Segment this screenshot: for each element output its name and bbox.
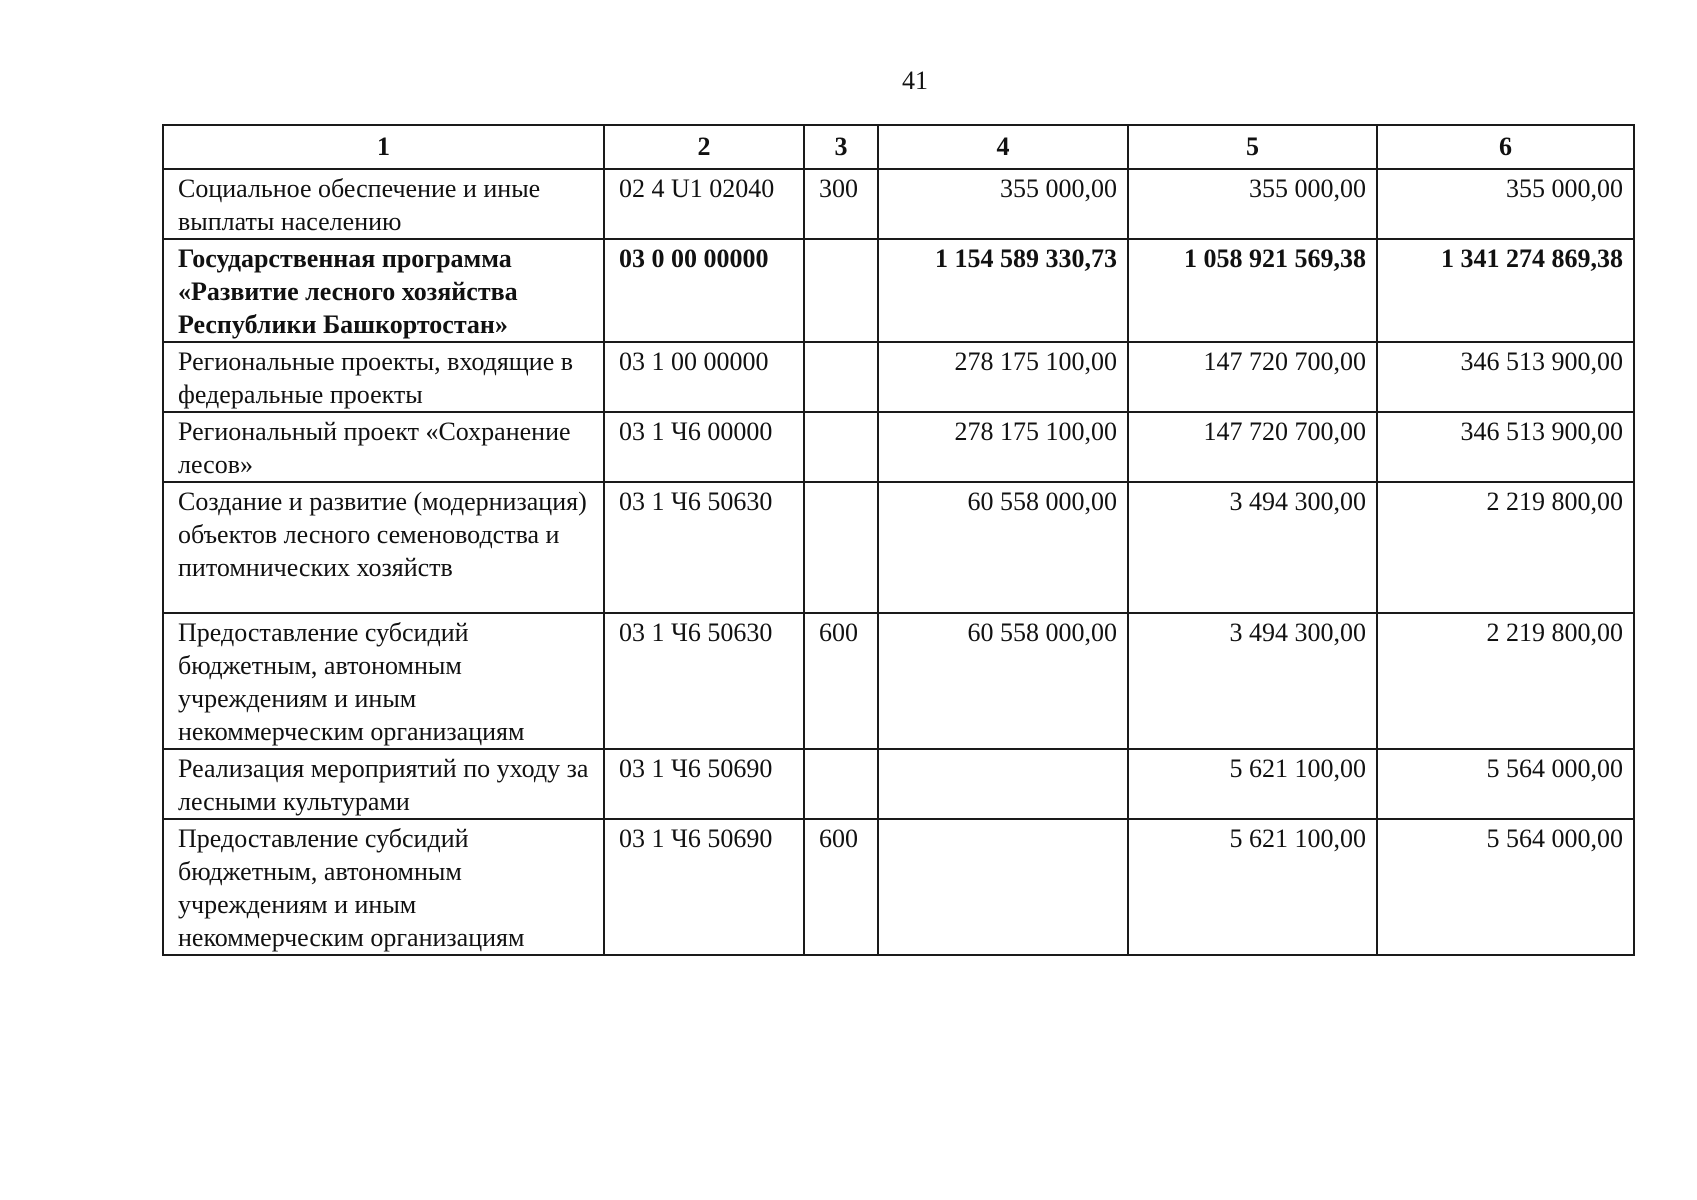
row-value-6: 346 513 900,00 — [1377, 342, 1634, 412]
row-type: 600 — [804, 613, 878, 749]
row-type — [804, 749, 878, 819]
table-row — [163, 482, 1634, 613]
row-code: 02 4 U1 02040 — [604, 169, 804, 239]
row-name: Предоставление субсидий бюджетным, автономным учреждениям и иным некоммерческим организациям — [163, 819, 604, 955]
budget-table — [162, 124, 1635, 956]
row-value-4: 60 558 000,00 — [878, 613, 1128, 749]
row-value-5: 3 494 300,00 — [1128, 482, 1377, 613]
row-type — [804, 482, 878, 613]
row-name: Региональный проект «Сохранение лесов» — [163, 412, 604, 482]
row-value-6: 2 219 800,00 — [1377, 613, 1634, 749]
row-value-6: 5 564 000,00 — [1377, 819, 1634, 955]
row-value-6: 2 219 800,00 — [1377, 482, 1634, 613]
row-value-5: 5 621 100,00 — [1128, 819, 1377, 955]
column-header: 4 — [878, 125, 1128, 169]
table-row — [163, 169, 1634, 239]
row-code: 03 1 Ч6 50690 — [604, 819, 804, 955]
row-type: 300 — [804, 169, 878, 239]
row-code: 03 1 Ч6 50690 — [604, 749, 804, 819]
row-value-6: 346 513 900,00 — [1377, 412, 1634, 482]
row-name: Создание и развитие (модернизация) объектов лесного семеноводства и питомнических хозяйств — [163, 482, 604, 613]
row-name: Региональные проекты, входящие в федеральные проекты — [163, 342, 604, 412]
column-header: 5 — [1128, 125, 1377, 169]
row-value-4 — [878, 819, 1128, 955]
column-header: 2 — [604, 125, 804, 169]
row-type: 600 — [804, 819, 878, 955]
column-header: 1 — [163, 125, 604, 169]
header-row — [163, 125, 1634, 169]
row-type — [804, 412, 878, 482]
row-value-5: 1 058 921 569,38 — [1128, 239, 1377, 342]
column-header: 6 — [1377, 125, 1634, 169]
row-code: 03 1 Ч6 00000 — [604, 412, 804, 482]
table-row — [163, 749, 1634, 819]
row-value-6: 355 000,00 — [1377, 169, 1634, 239]
row-name: Предоставление субсидий бюджетным, автономным учреждениям и иным некоммерческим организациям — [163, 613, 604, 749]
row-code: 03 1 00 00000 — [604, 342, 804, 412]
row-type — [804, 342, 878, 412]
table-row — [163, 613, 1634, 749]
column-header: 3 — [804, 125, 878, 169]
row-value-5: 355 000,00 — [1128, 169, 1377, 239]
table-row — [163, 342, 1634, 412]
page-number: 41 — [902, 66, 928, 95]
row-value-5: 5 621 100,00 — [1128, 749, 1377, 819]
table-row — [163, 239, 1634, 342]
row-value-6: 5 564 000,00 — [1377, 749, 1634, 819]
row-value-4: 278 175 100,00 — [878, 412, 1128, 482]
row-value-4 — [878, 749, 1128, 819]
row-value-4: 355 000,00 — [878, 169, 1128, 239]
row-value-5: 147 720 700,00 — [1128, 412, 1377, 482]
row-value-5: 147 720 700,00 — [1128, 342, 1377, 412]
row-value-4: 278 175 100,00 — [878, 342, 1128, 412]
row-value-6: 1 341 274 869,38 — [1377, 239, 1634, 342]
row-name: Социальное обеспечение и иные выплаты населению — [163, 169, 604, 239]
row-name: Реализация мероприятий по уходу за лесными культурами — [163, 749, 604, 819]
row-code: 03 0 00 00000 — [604, 239, 804, 342]
table-row — [163, 412, 1634, 482]
row-value-4: 60 558 000,00 — [878, 482, 1128, 613]
row-code: 03 1 Ч6 50630 — [604, 613, 804, 749]
row-value-5: 3 494 300,00 — [1128, 613, 1377, 749]
row-code: 03 1 Ч6 50630 — [604, 482, 804, 613]
row-name: Государственная программа «Развитие лесного хозяйства Республики Башкортостан» — [163, 239, 604, 342]
table-row — [163, 819, 1634, 955]
row-value-4: 1 154 589 330,73 — [878, 239, 1128, 342]
row-type — [804, 239, 878, 342]
